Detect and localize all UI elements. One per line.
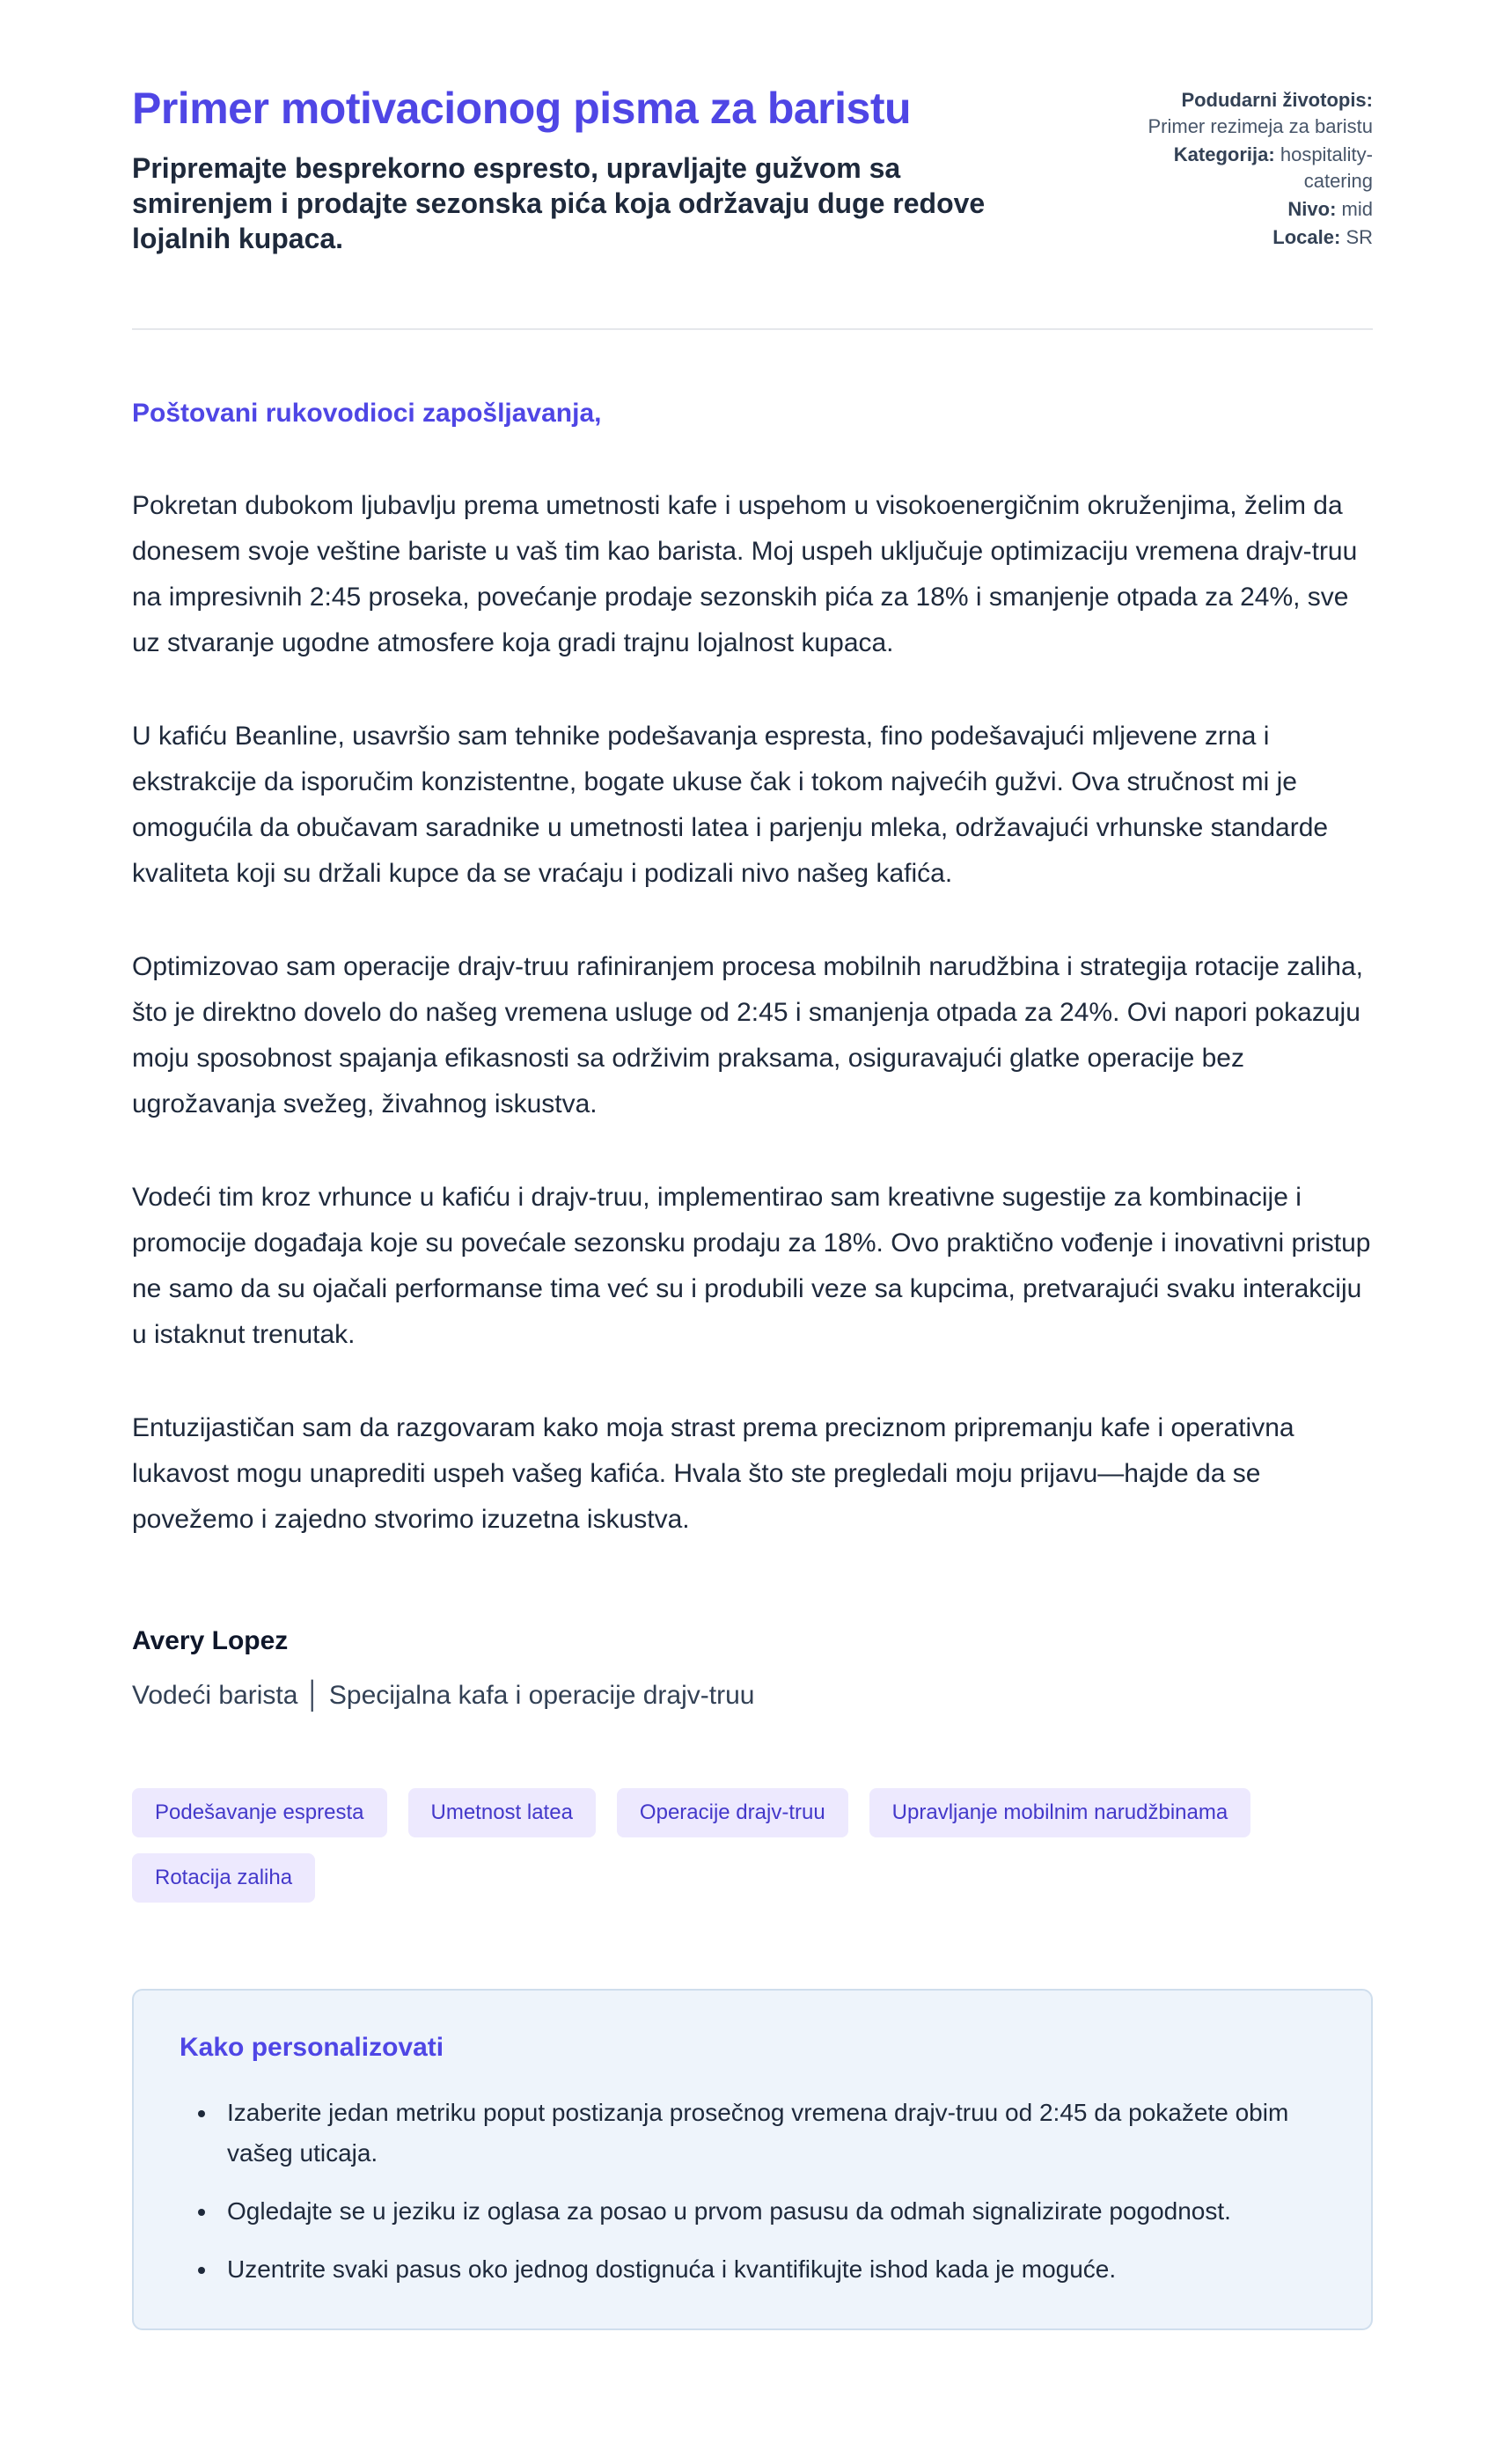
- callout-item: • Izaberite jedan metriku poput postizanja prosečnog vremena drajv-truu od 2:45 da pokažete obim vašeg uticaja.: [218, 2093, 1325, 2174]
- skill-tag: Operacije drajv-truu: [617, 1788, 848, 1837]
- callout-list: [180, 2093, 1325, 2290]
- letter-paragraph: U kafiću Beanline, usavršio sam tehnike podešavanja espresta, fino podešavajući mljevene zrna i ekstrakcije da isporučim konzistentne, bogate ukuse čak i tokom najvećih gužvi. Ova stručnost mi je omogućila da obučavam saradnike u umetnosti latea i parjenju mleka, održavajući vrhunske standarde kvaliteta koji su držali kupce da se vraćaju i podizali nivo našeg kafića.: [132, 721, 1329, 888]
- letter-paragraph: Vodeći tim kroz vrhunce u kafiću i drajv-truu, implementirao sam kreativne sugestije za kombinacije i promocije događaja koje su povećale sezonsku prodaju za 18%. Ovo praktično vođenje i inovativni pristup ne samo da su ojačali performanse tima već su i produbili veze sa kupcima, pretvarajući svaku interakciju u istaknut trenutak.: [132, 1182, 1371, 1349]
- skill-tags: [132, 1788, 1311, 1903]
- meta-row-category: [1135, 142, 1373, 194]
- meta-label: Locale:: [1272, 226, 1341, 248]
- letter-body: [132, 399, 1373, 2330]
- callout-item: • Ogledajte se u jeziku iz oglasa za posao u prvom pasusu da odmah signalizirate pogodnost.: [218, 2191, 1325, 2232]
- header: [132, 84, 1373, 256]
- divider: [132, 328, 1373, 330]
- meta-value: hospitality-catering: [1280, 143, 1373, 192]
- meta-value: mid: [1341, 198, 1373, 220]
- meta-label: Nivo:: [1287, 198, 1337, 220]
- meta-value: SR: [1346, 226, 1373, 248]
- letter-paragraph: Entuzijastičan sam da razgovaram kako moja strast prema preciznom pripremanju kafe i operativna lukavost mogu unaprediti uspeh vašeg kafića. Hvala što ste pregledali moju prijavu—hajde da se povežemo i zajedno stvorimo izuzetna iskustva.: [132, 1412, 1294, 1534]
- letter-paragraph: Pokretan dubokom ljubavlju prema umetnosti kafe i uspehom u visokoenergičnim okruženjima, želim da donesem svoje veštine bariste u vaš tim kao barista. Moj uspeh uključuje optimizaciju vremena drajv-truu na impresivnih 2:45 proseka, povećanje prodaje sezonskih pića za 18% i smanjenje otpada za 24%, sve uz stvaranje ugodne atmosfere koja gradi trajnu lojalnost kupaca.: [132, 490, 1358, 657]
- skill-tag: Rotacija zaliha: [132, 1853, 315, 1903]
- header-titles: [132, 84, 1021, 256]
- personalization-callout: [132, 1989, 1373, 2330]
- meta-row-locale: [1135, 224, 1373, 251]
- skill-tag: Podešavanje espresta: [132, 1788, 387, 1837]
- skill-tag: Upravljanje mobilnim narudžbinama: [869, 1788, 1251, 1837]
- page-subtitle: Pripremajte besprekorno espresto, upravljajte gužvom sa smirenjem i prodajte sezonska pića koja održavaju duge redove lojalnih kupaca.: [132, 151, 986, 254]
- greeting: Poštovani rukovodioci zapošljavanja,: [132, 398, 602, 428]
- letter-paragraph: Optimizovao sam operacije drajv-truu rafiniranjem procesa mobilnih narudžbina i strategija rotacije zaliha, što je direktno dovelo do našeg vremena usluge od 2:45 i smanjenja otpada za 24%. Ovi napori pokazuju moju sposobnost spajanja efikasnosti sa održivim praksama, osiguravajući glatke operacije bez ugrožavanja svežeg, živahnog iskustva.: [132, 951, 1363, 1118]
- meta-panel: [1135, 87, 1373, 253]
- page-title: Primer motivacionog pisma za baristu: [132, 84, 912, 133]
- meta-row-level: [1135, 196, 1373, 223]
- meta-value: Primer rezimeja za baristu: [1148, 115, 1373, 137]
- meta-label: Podudarni životopis:: [1181, 89, 1373, 111]
- meta-label: Kategorija:: [1173, 143, 1275, 165]
- meta-row-matching-resume: [1135, 87, 1373, 140]
- callout-title: Kako personalizovati: [180, 2032, 444, 2062]
- skill-tag: Umetnost latea: [408, 1788, 596, 1837]
- signature-role: Vodeći barista │ Specijalna kafa i operacije drajv-truu: [132, 1680, 755, 1710]
- callout-item: • Uzentrite svaki pasus oko jednog dostignuća i kvantifikujte ishod kada je moguće.: [218, 2249, 1325, 2290]
- signature-name: Avery Lopez: [132, 1625, 289, 1655]
